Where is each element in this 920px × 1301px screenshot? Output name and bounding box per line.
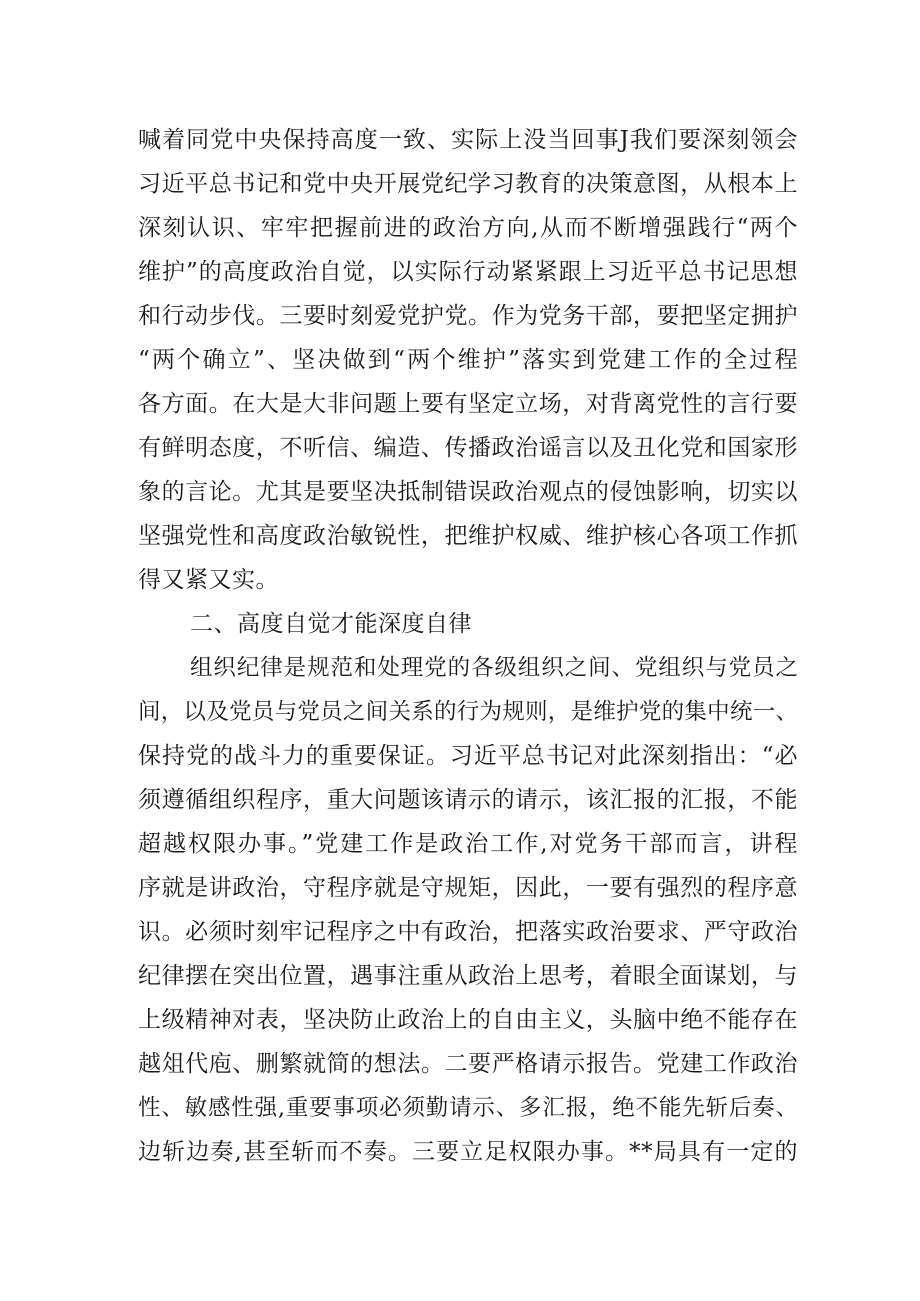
text-line: 识。必须时刻牢记程序之中有政治，把落实政治要求、严守政治 xyxy=(138,919,798,945)
text-line: 组织纪律是规范和处理党的各级组织之间、党组织与党员之 xyxy=(190,655,798,681)
text-line: 坚强党性和高度政治敏锐性，把维护权威、维护核心各项工作抓 xyxy=(138,523,798,549)
text-line: 边斩边奏,甚至斩而不奏。三要立足权限办事。**局具有一定的 xyxy=(138,1139,798,1165)
text-line: 序就是讲政治，守程序就是守规矩，因此，一要有强烈的程序意 xyxy=(138,875,798,901)
text-line: 喊着同党中央保持高度一致、实际上没当回事J我们要深刻领会 xyxy=(138,127,798,153)
text-line: 纪律摆在突出位置，遇事注重从政治上思考，着眼全面谋划，与 xyxy=(138,963,798,989)
text-line: 越俎代庖、删繁就简的想法。二要严格请示报告。党建工作政治 xyxy=(138,1051,798,1077)
text-line: 得又紧又实。 xyxy=(138,567,279,593)
text-line: 和行动步伐。三要时刻爱党护党。作为党务干部，要把坚定拥护 xyxy=(138,303,798,329)
text-line: 保持党的战斗力的重要保证。习近平总书记对此深刻指出：“必 xyxy=(138,743,798,769)
text-line: 各方面。在大是大非问题上要有坚定立场，对背离党性的言行要 xyxy=(138,391,798,417)
text-line: 象的言论。尤其是要坚决抵制错误政治观点的侵蚀影响，切实以 xyxy=(138,479,798,505)
text-line: 超越权限办事。”党建工作是政治工作,对党务干部而言，讲程 xyxy=(138,831,798,857)
text-line: 性、敏感性强,重要事项必须勤请示、多汇报，绝不能先斩后奏、 xyxy=(138,1095,798,1121)
text-line: 须遵循组织程序，重大问题该请示的请示，该汇报的汇报，不能 xyxy=(138,787,798,813)
text-line: 深刻认识、牢牢把握前进的政治方向,从而不断增强践行“两个 xyxy=(138,215,798,241)
text-line: 上级精神对表，坚决防止政治上的自由主义，头脑中绝不能存在 xyxy=(138,1007,798,1033)
text-line: 习近平总书记和党中央开展党纪学习教育的决策意图，从根本上 xyxy=(138,171,798,197)
section-heading: 二、高度自觉才能深度自律 xyxy=(190,611,472,637)
text-line: 有鲜明态度，不听信、编造、传播政治谣言以及丑化党和国家形 xyxy=(138,435,798,461)
text-line: “两个确立”、坚决做到“两个维护”落实到党建工作的全过程 xyxy=(138,347,798,373)
text-line: 维护”的高度政治自觉，以实际行动紧紧跟上习近平总书记思想 xyxy=(138,259,798,285)
text-line: 间，以及党员与党员之间关系的行为规则，是维护党的集中统一、 xyxy=(138,699,798,725)
